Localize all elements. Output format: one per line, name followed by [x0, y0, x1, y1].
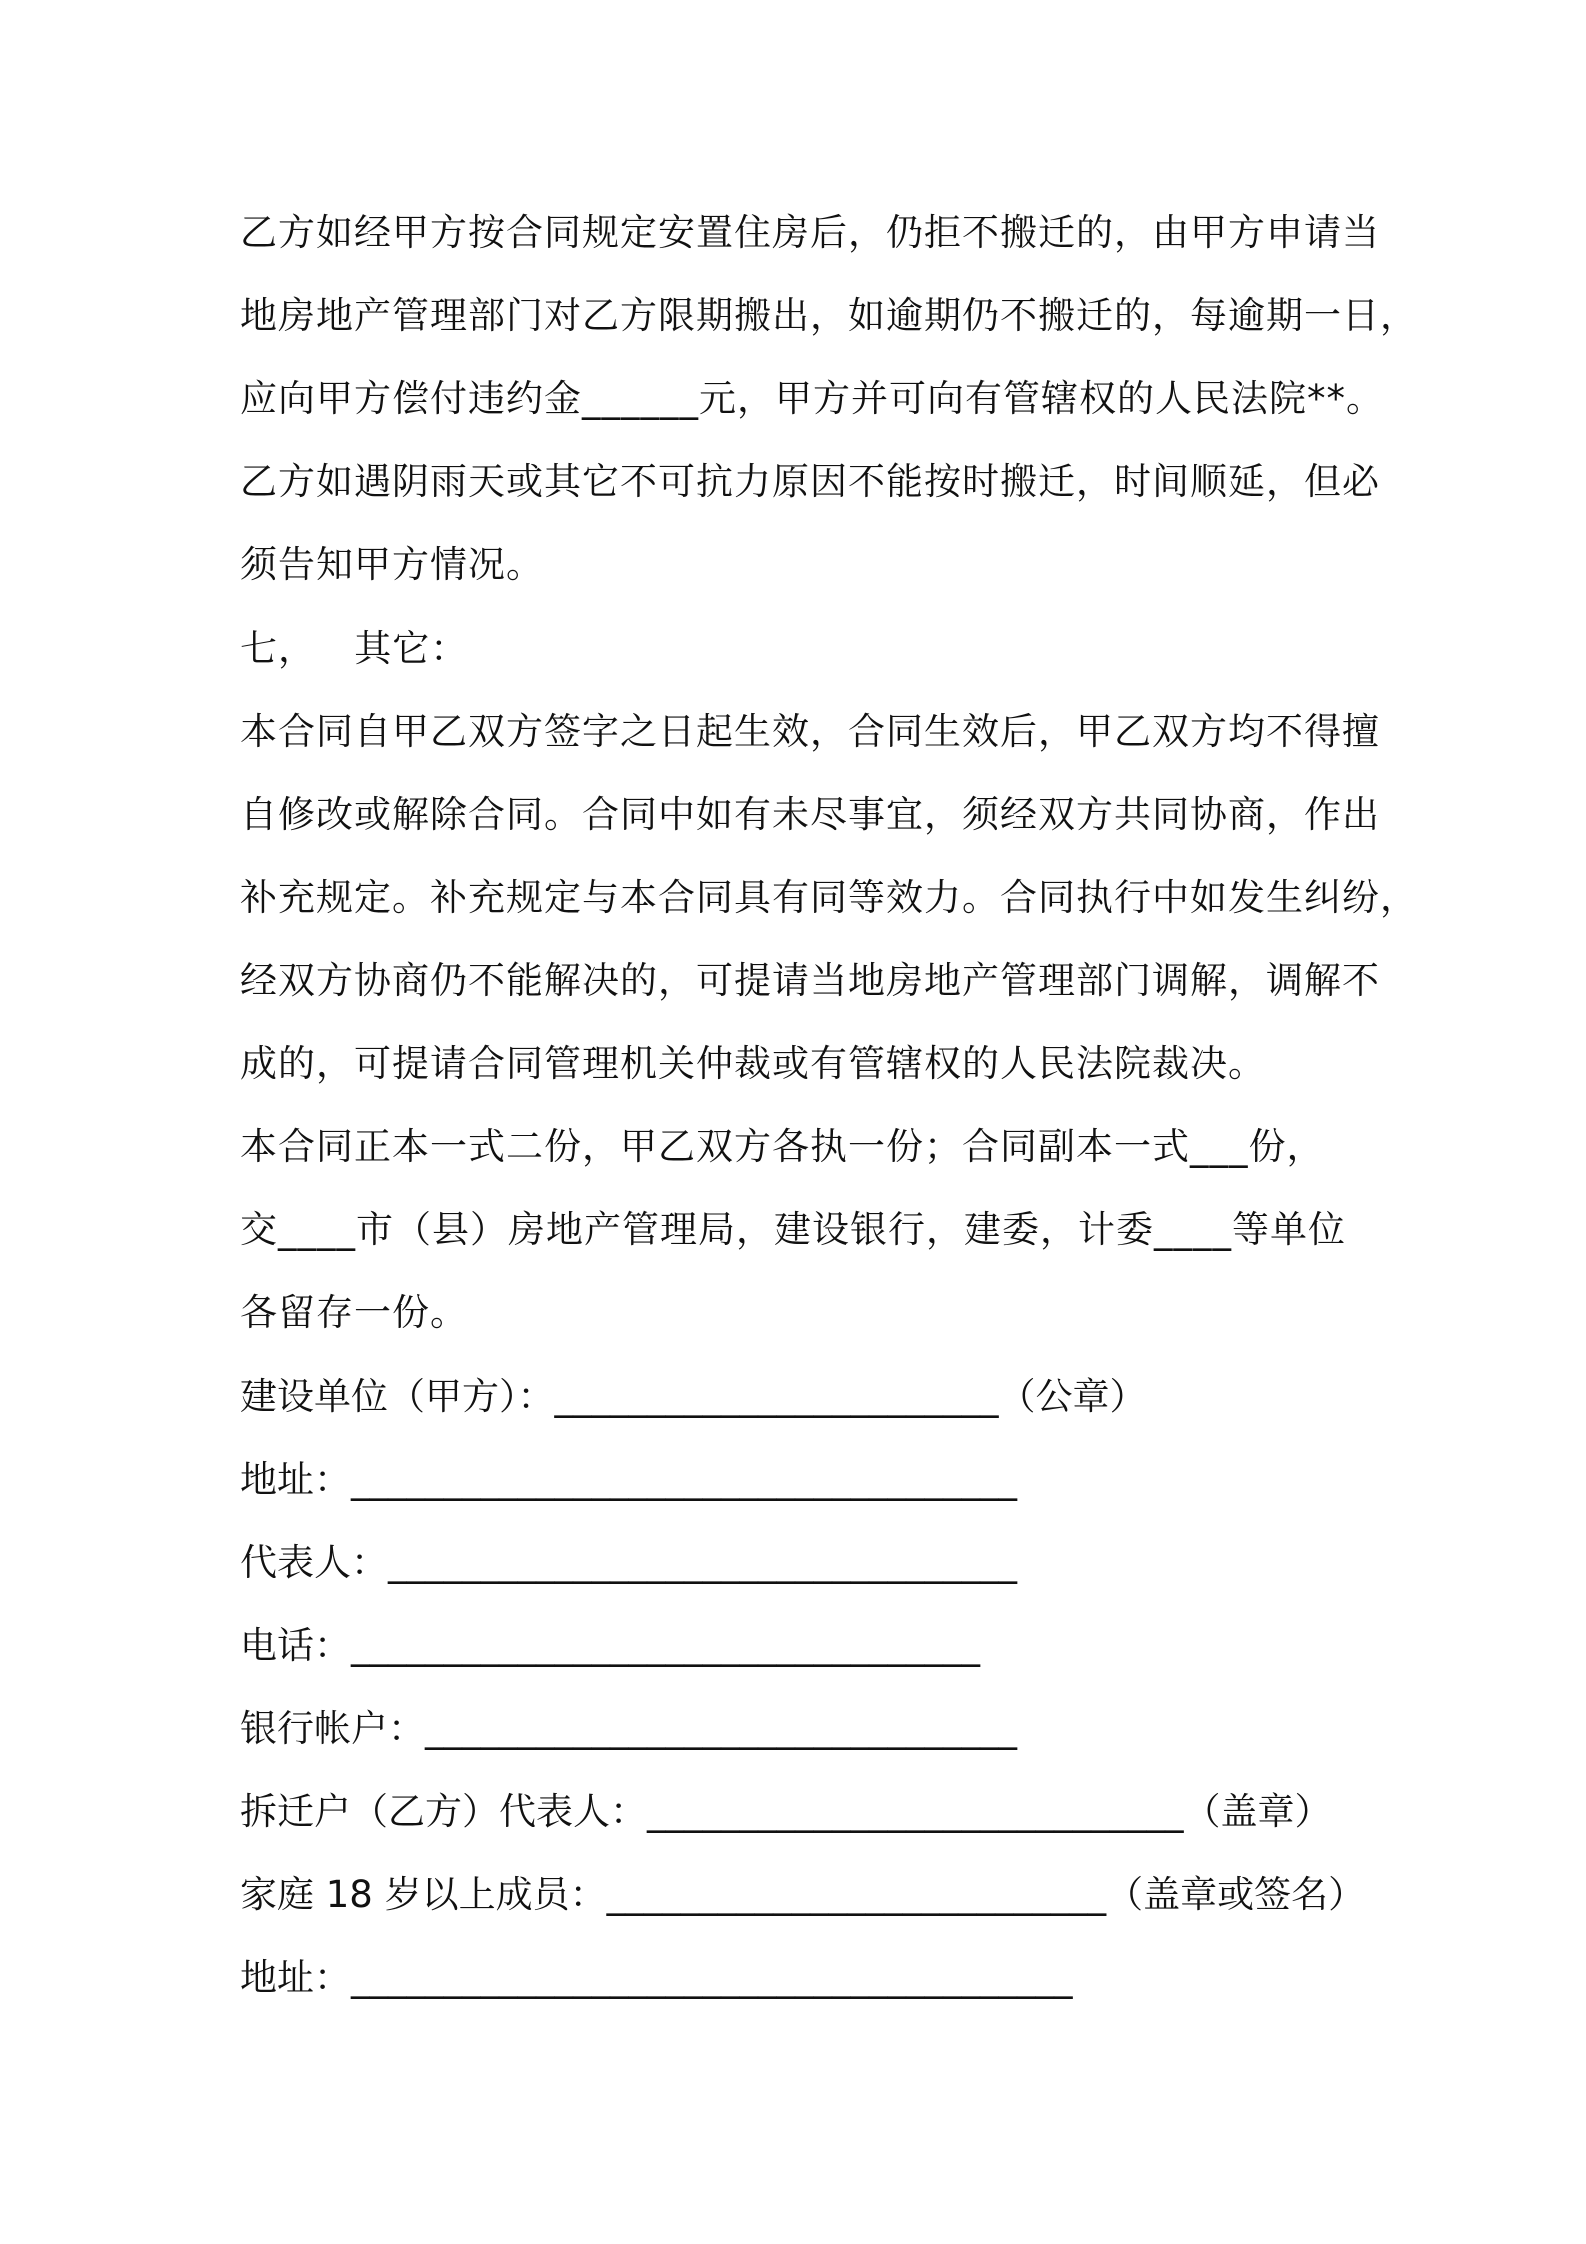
- signature-bank-account: 银行帐户：________________________________: [240, 1707, 1017, 1750]
- signature-family-members: 家庭 18 岁以上成员：___________________________（盖章或签名）: [240, 1873, 1366, 1916]
- paragraph-line: 乙方如经甲方按合同规定安置住房后，仍拒不搬迁的，由甲方申请当: [240, 211, 1380, 254]
- signature-address-a: 地址：____________________________________: [240, 1458, 1017, 1501]
- paragraph-line: 本合同自甲乙双方签字之日起生效，合同生效后，甲乙双方均不得擅: [240, 710, 1380, 753]
- signature-party-b-representative: 拆迁户（乙方）代表人：_____________________________（盖章）: [240, 1790, 1332, 1833]
- paragraph-line: 各留存一份。: [240, 1291, 468, 1334]
- paragraph-line: 地房地产管理部门对乙方限期搬出，如逾期仍不搬迁的，每逾期一日，: [240, 294, 1418, 337]
- paragraph-line: 经双方协商仍不能解决的，可提请当地房地产管理部门调解，调解不: [240, 959, 1380, 1002]
- signature-party-a: 建设单位（甲方）：________________________（公章）: [240, 1375, 1147, 1418]
- paragraph-line: 交____市（县）房地产管理局，建设银行，建委，计委____等单位: [240, 1208, 1346, 1251]
- paragraph-line: 本合同正本一式二份，甲乙双方各执一份；合同副本一式___份，: [240, 1125, 1325, 1168]
- signature-phone: 电话：__________________________________: [240, 1624, 980, 1667]
- paragraph-line: 成的，可提请合同管理机关仲裁或有管辖权的人民法院裁决。: [240, 1042, 1266, 1085]
- signature-address-b: 地址：_______________________________________: [240, 1956, 1073, 1999]
- paragraph-line: 补充规定。补充规定与本合同具有同等效力。合同执行中如发生纠纷，: [240, 876, 1418, 919]
- paragraph-line: 自修改或解除合同。合同中如有未尽事宜，须经双方共同协商，作出: [240, 793, 1380, 836]
- paragraph-line: 应向甲方偿付违约金______元，甲方并可向有管辖权的人民法院**。: [240, 377, 1384, 420]
- signature-representative-a: 代表人：__________________________________: [240, 1541, 1017, 1584]
- paragraph-line: 乙方如遇阴雨天或其它不可抗力原因不能按时搬迁，时间顺延，但必: [240, 460, 1380, 503]
- paragraph-line: 须告知甲方情况。: [240, 543, 544, 586]
- section-heading: 七， 其它：: [240, 627, 469, 670]
